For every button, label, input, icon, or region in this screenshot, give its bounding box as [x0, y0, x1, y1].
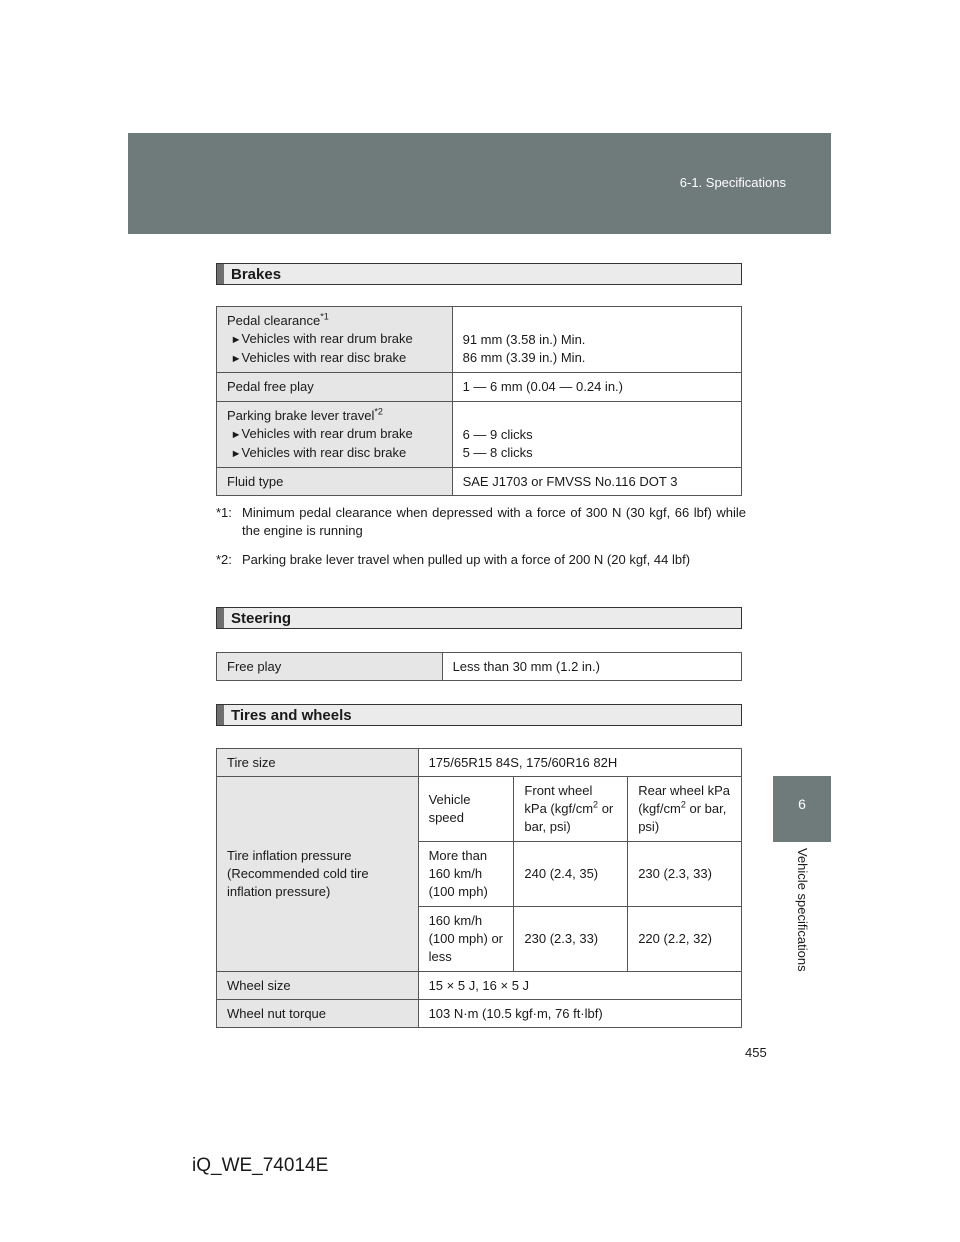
- footnote-2-text: Parking brake lever travel when pulled up with a force of 200 N (20 kgf, 44 lbf): [242, 552, 691, 567]
- document-code: iQ_WE_74014E: [192, 1155, 329, 1176]
- col-rear-wheel: [628, 777, 742, 842]
- pedal-clearance-sub1: Vehicles with rear drum brake: [241, 330, 413, 346]
- triangle-bullet-icon: ►: [230, 428, 242, 441]
- steering-heading: [216, 607, 742, 629]
- wheel-nut-torque-label: Wheel nut torque: [217, 1000, 419, 1028]
- footnote-marker: *1: [320, 311, 329, 322]
- table-row: [217, 402, 742, 468]
- brakes-title: Brakes: [231, 266, 282, 283]
- table-row: [217, 373, 742, 402]
- wheel-size-label: Wheel size: [217, 972, 419, 1000]
- parking-brake-sub2: Vehicles with rear disc brake: [241, 444, 407, 460]
- chapter-number: 6: [798, 796, 806, 812]
- pedal-clearance-label: Pedal clearance: [227, 312, 321, 328]
- footnote-1-marker: *1:: [216, 505, 232, 520]
- inflation-label: Tire inflation pressure (Recommended cold tire inflation pressure): [217, 777, 419, 972]
- pedal-clearance-val2: 86 mm (3.39 in.) Min.: [462, 349, 586, 365]
- footnote-2-marker: *2:: [216, 552, 232, 567]
- table-row: [217, 972, 742, 1000]
- chapter-label: Vehicle specifications: [795, 848, 810, 972]
- rear-header-b: or bar, psi): [638, 801, 727, 834]
- tire-size-label: Tire size: [217, 749, 419, 777]
- heading-bar: [217, 264, 224, 284]
- rear-pressure-cell: 230 (2.3, 33): [628, 842, 742, 907]
- brakes-heading: [216, 263, 742, 285]
- rear-header-a: Rear wheel kPa (kgf/cm: [638, 783, 730, 816]
- table-row: [217, 307, 742, 373]
- free-play-value: Less than 30 mm (1.2 in.): [442, 653, 741, 681]
- front-pressure-cell: 240 (2.4, 35): [514, 842, 628, 907]
- table-row: [217, 653, 742, 681]
- table-row: [217, 749, 742, 777]
- parking-brake-label: Parking brake lever travel: [227, 407, 375, 423]
- pedal-clearance-sub2: Vehicles with rear disc brake: [241, 349, 407, 365]
- speed-cell: More than 160 km/h (100 mph): [418, 842, 514, 907]
- col-vehicle-speed: Vehicle speed: [418, 777, 514, 842]
- free-play-label: Free play: [217, 653, 443, 681]
- triangle-bullet-icon: ►: [230, 447, 242, 460]
- fluid-type-value: SAE J1703 or FMVSS No.116 DOT 3: [452, 468, 741, 496]
- wheel-nut-torque-value: 103 N·m (10.5 kgf·m, 76 ft·lbf): [418, 1000, 741, 1028]
- steering-table: [216, 652, 742, 681]
- wheel-size-value: 15 × 5 J, 16 × 5 J: [418, 972, 741, 1000]
- footnote-1: [216, 504, 746, 540]
- footnote-2: [216, 551, 746, 569]
- brakes-table: [216, 306, 742, 496]
- front-pressure-cell: 230 (2.3, 33): [514, 907, 628, 972]
- footnote-marker: *2: [374, 406, 383, 417]
- parking-brake-value-cell: [452, 402, 741, 468]
- section-title: 6-1. Specifications: [679, 175, 786, 190]
- front-header-b: or bar, psi): [524, 801, 614, 834]
- table-row: [217, 1000, 742, 1028]
- rear-pressure-cell: 220 (2.2, 32): [628, 907, 742, 972]
- tires-title: Tires and wheels: [231, 707, 352, 724]
- header-band: [128, 133, 831, 234]
- fluid-type-label: Fluid type: [217, 468, 453, 496]
- parking-brake-label-cell: [217, 402, 453, 468]
- table-row: [217, 777, 742, 842]
- table-row: [217, 468, 742, 496]
- tires-heading: [216, 704, 742, 726]
- col-front-wheel: [514, 777, 628, 842]
- page-number: 455: [745, 1045, 767, 1060]
- parking-brake-val1: 6 — 9 clicks: [462, 426, 533, 442]
- superscript: 2: [680, 799, 686, 810]
- steering-title: Steering: [231, 610, 292, 627]
- heading-bar: [217, 608, 224, 628]
- footnote-1-text: Minimum pedal clearance when depressed with a force of 300 N (30 kgf, 66 lbf) while the engine is running: [242, 505, 746, 538]
- heading-bar: [217, 705, 224, 725]
- triangle-bullet-icon: ►: [230, 333, 242, 346]
- parking-brake-val2: 5 — 8 clicks: [462, 444, 533, 460]
- tires-table: [216, 748, 742, 1028]
- chapter-tab: [773, 776, 831, 842]
- speed-cell: 160 km/h (100 mph) or less: [418, 907, 514, 972]
- pedal-free-play-value: 1 — 6 mm (0.04 — 0.24 in.): [452, 373, 741, 402]
- tire-size-value: 175/65R15 84S, 175/60R16 82H: [418, 749, 741, 777]
- front-header-a: Front wheel kPa (kgf/cm: [524, 783, 594, 816]
- pedal-clearance-value-cell: [452, 307, 741, 373]
- triangle-bullet-icon: ►: [230, 352, 242, 365]
- pedal-clearance-val1: 91 mm (3.58 in.) Min.: [462, 331, 586, 347]
- pedal-free-play-label: Pedal free play: [217, 373, 453, 402]
- pedal-clearance-label-cell: [217, 307, 453, 373]
- parking-brake-sub1: Vehicles with rear drum brake: [241, 425, 413, 441]
- superscript: 2: [593, 799, 599, 810]
